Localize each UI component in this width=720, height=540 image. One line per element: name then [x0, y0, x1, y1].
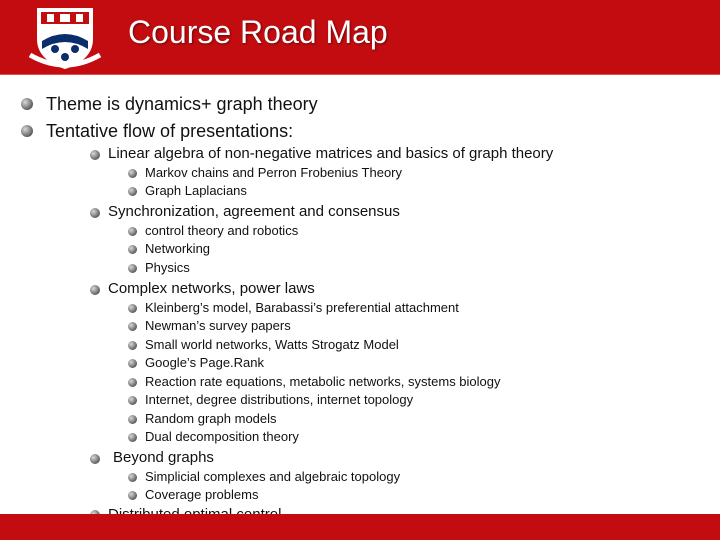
- list-item: Simplicial complexes and algebraic topology: [145, 469, 401, 484]
- list-item: Coverage problems: [145, 487, 259, 502]
- bullet-marker: [128, 245, 137, 254]
- list-item: Small world networks, Watts Strogatz Model: [145, 337, 399, 352]
- list-item: Internet, degree distributions, internet topology: [145, 392, 414, 407]
- list-item: Physics: [145, 260, 190, 275]
- bullet-marker: [128, 227, 137, 236]
- list-item: Google’s Page.Rank: [145, 355, 265, 370]
- list-item: Markov chains and Perron Frobenius Theory: [145, 165, 402, 180]
- footer-bar: [0, 514, 720, 540]
- bullet-marker: [128, 491, 137, 500]
- bullet-marker: [128, 169, 137, 178]
- list-item: Kleinberg’s model, Barabassi’s preferential attachment: [145, 300, 459, 315]
- list-item: Beyond graphs: [113, 449, 214, 466]
- list-item: Linear algebra of non-negative matrices and basics of graph theory: [108, 145, 554, 162]
- bullet-marker: [128, 322, 137, 331]
- list-item: Theme is dynamics+ graph theory: [46, 94, 318, 114]
- list-item: Graph Laplacians: [145, 183, 247, 198]
- bullet-marker: [128, 187, 137, 196]
- bullet-marker: [90, 285, 100, 295]
- slide-title: Course Road Map: [128, 14, 388, 50]
- bullet-marker: [128, 415, 137, 424]
- bullet-marker: [21, 125, 33, 137]
- list-item: Networking: [145, 241, 211, 256]
- bullet-marker: [128, 473, 137, 482]
- list-item: Tentative flow of presentations:: [46, 121, 294, 141]
- list-item: Newman’s survey papers: [145, 318, 291, 333]
- bullet-marker: [128, 264, 137, 273]
- bullet-marker: [128, 304, 137, 313]
- list-item: Random graph models: [145, 411, 277, 426]
- bullet-marker: [128, 433, 137, 442]
- list-item: Synchronization, agreement and consensus: [108, 203, 400, 220]
- list-item: Dual decomposition theory: [145, 429, 299, 444]
- list-item: control theory and robotics: [145, 223, 299, 238]
- bullet-marker: [21, 98, 33, 110]
- bullet-marker: [128, 378, 137, 387]
- bullet-marker: [90, 454, 100, 464]
- bullet-marker: [90, 150, 100, 160]
- bullet-marker: [128, 396, 137, 405]
- bullet-marker: [128, 359, 137, 368]
- list-item: Complex networks, power laws: [108, 280, 315, 297]
- bullet-marker: [128, 341, 137, 350]
- bullet-marker: [90, 208, 100, 218]
- list-item: Reaction rate equations, metabolic networks, systems biology: [145, 374, 501, 389]
